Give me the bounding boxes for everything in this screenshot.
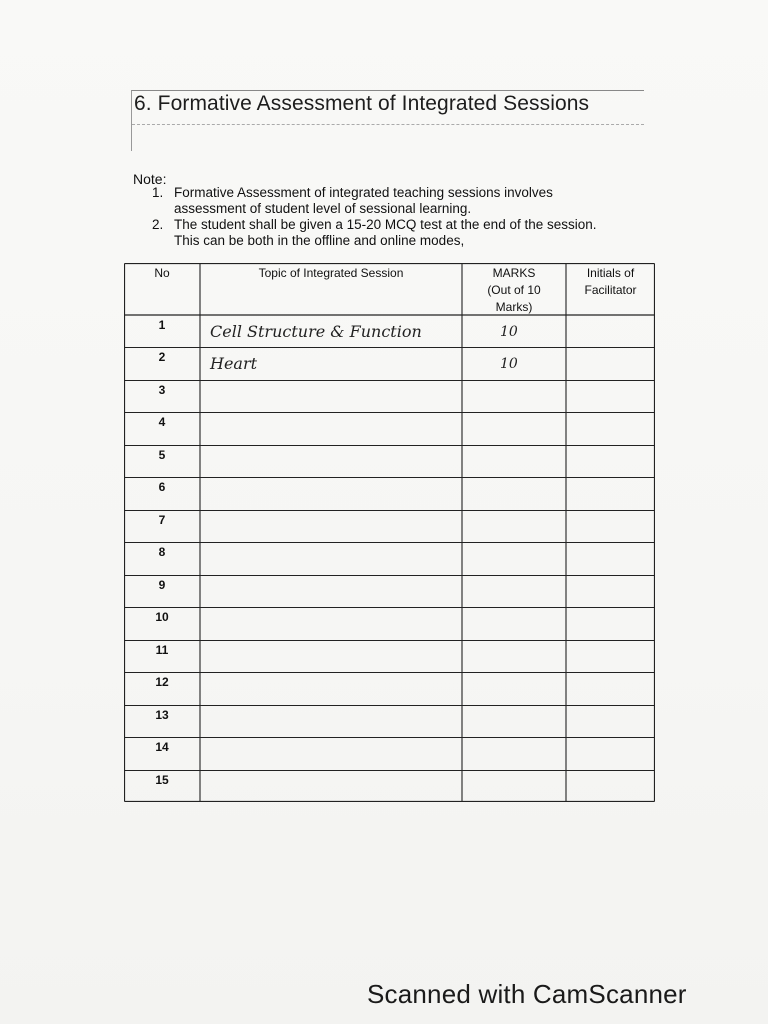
header-marks bbox=[462, 265, 566, 316]
note-text-line: The student shall be given a 15-20 MCQ test at the end of the session. bbox=[174, 217, 597, 232]
camscanner-watermark: Scanned with CamScanner bbox=[367, 979, 687, 1009]
note-text-line: assessment of student level of sessional learning. bbox=[174, 201, 472, 216]
assessment-table bbox=[124, 263, 655, 802]
header-marks-line: (Out of 10 bbox=[487, 283, 541, 297]
row-number: 14 bbox=[155, 740, 169, 755]
page-title: 6. Formative Assessment of Integrated Sessions bbox=[134, 92, 590, 115]
row-number: 6 bbox=[158, 480, 166, 495]
row-number: 4 bbox=[158, 415, 166, 430]
header-marks-line: Marks) bbox=[495, 300, 533, 314]
note-text-line: This can be both in the offline and online modes, bbox=[174, 233, 465, 248]
row-marks[interactable]: 10 bbox=[500, 324, 518, 340]
row-number: 10 bbox=[155, 610, 169, 625]
row-number: 2 bbox=[158, 350, 166, 365]
header-initials bbox=[566, 265, 655, 299]
note-number: 1. bbox=[152, 185, 164, 200]
row-number: 1 bbox=[158, 318, 166, 332]
table-grid bbox=[124, 263, 655, 802]
header-marks-line: MARKS bbox=[492, 266, 536, 280]
row-topic[interactable]: Heart bbox=[210, 354, 258, 374]
note-number: 2. bbox=[152, 217, 164, 232]
row-number: 11 bbox=[155, 642, 169, 657]
row-number: 15 bbox=[155, 772, 169, 787]
note-item-2 bbox=[152, 217, 597, 249]
row-number: 12 bbox=[155, 675, 169, 690]
header-initials-line: Initials of bbox=[586, 266, 635, 280]
row-marks[interactable]: 10 bbox=[500, 356, 518, 373]
row-number: 5 bbox=[158, 447, 166, 462]
note-text-line: Formative Assessment of integrated teaching sessions involves bbox=[174, 185, 553, 200]
row-number: 7 bbox=[158, 512, 166, 527]
header-no: No bbox=[154, 266, 170, 280]
header-initials-line: Facilitator bbox=[584, 283, 637, 297]
header-topic: Topic of Integrated Session bbox=[258, 266, 404, 280]
title-box-divider bbox=[132, 124, 644, 125]
row-number: 9 bbox=[158, 577, 166, 592]
row-number: 13 bbox=[155, 707, 169, 722]
row-number: 8 bbox=[158, 545, 166, 560]
row-topic[interactable]: Cell Structure & Function bbox=[210, 322, 422, 341]
row-number: 3 bbox=[158, 382, 166, 397]
note-label: Note: bbox=[133, 171, 167, 187]
note-item-1 bbox=[152, 185, 553, 217]
